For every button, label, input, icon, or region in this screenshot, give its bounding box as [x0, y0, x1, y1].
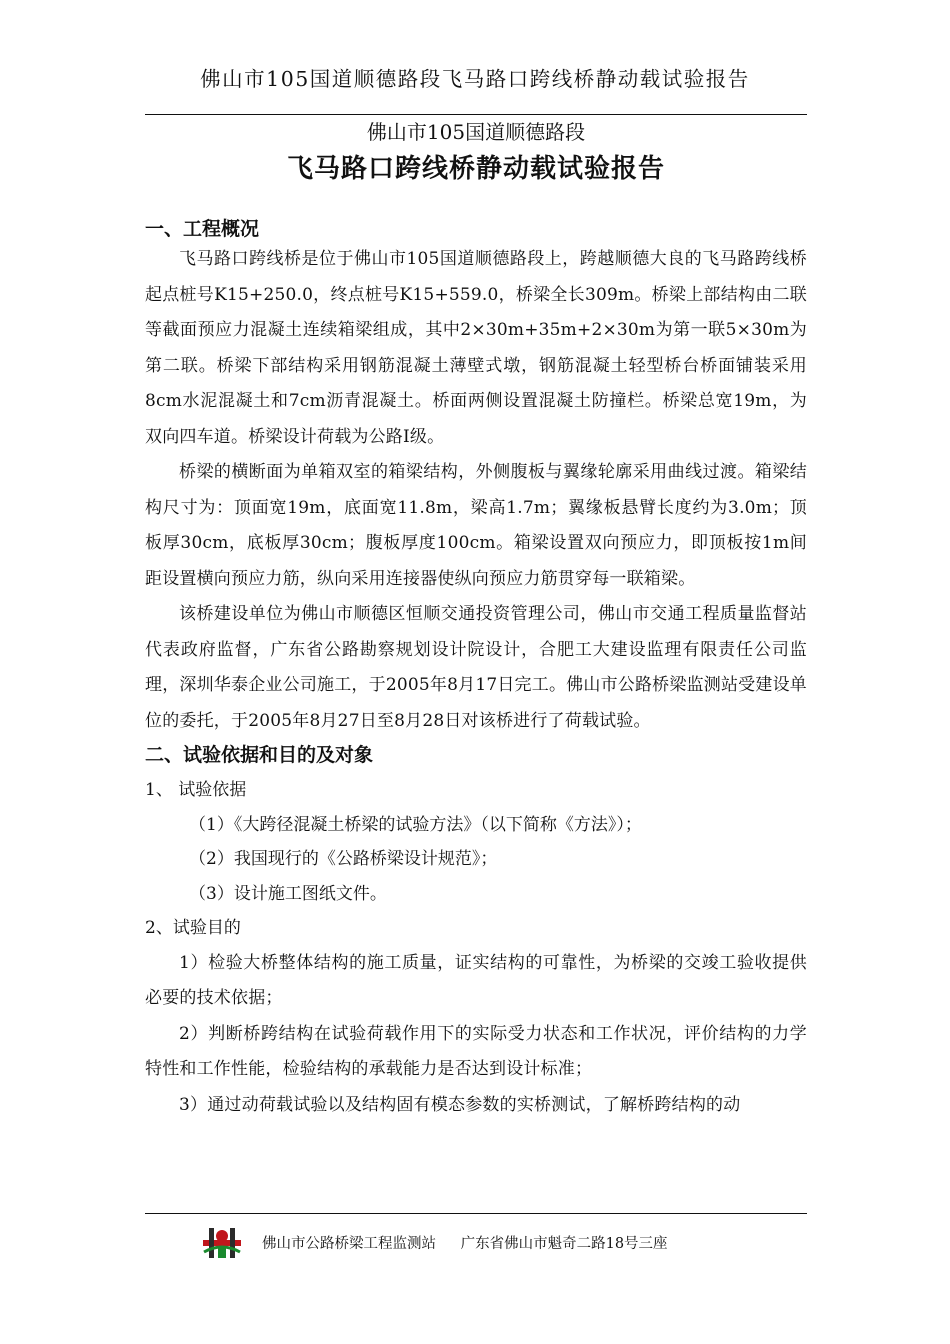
bridge-station-logo-icon	[200, 1222, 244, 1262]
list-item: （1）《大跨径混凝土桥梁的试验方法》（以下简称《方法》）；	[189, 814, 642, 835]
footer-text	[262, 1232, 688, 1253]
paragraph: 桥梁的横断面为单箱双室的箱梁结构，外侧腹板与翼缘轮廓采用曲线过渡。箱梁结构尺寸为：顶面宽19m，底面宽11.8m，梁高1.7m；翼缘板悬臂长度约为3.0m；顶板厚30cm，底板厚30cm；腹板厚度100cm。箱梁设置双向预应力，即顶板按1m间距设置横向预应力筋，纵向采用连接器使纵向预应力筋贯穿每一联箱梁。	[145, 462, 807, 589]
list-item: 2）判断桥跨结构在试验荷载作用下的实际受力状态和工作状况，评价结构的力学特性和工作性能，检验结构的承载能力是否达到设计标准；	[145, 1023, 807, 1079]
list-item: （3）设计施工图纸文件。	[189, 883, 387, 904]
list-item: （2）我国现行的《公路桥梁设计规范》；	[189, 849, 498, 869]
document-subtitle: 佛山市105国道顺德路段	[366, 120, 586, 144]
subsection-heading-purpose: 2、试验目的	[145, 918, 241, 938]
section-heading-overview: 一、工程概况	[145, 218, 260, 240]
page-footer	[200, 1222, 688, 1262]
paragraph: 该桥建设单位为佛山市顺德区恒顺交通投资管理公司，佛山市交通工程质量监督站代表政府监督，广东省公路勘察规划设计院设计，合肥工大建设监理有限责任公司监理，深圳华泰企业公司施工，于2005年8月17日完工。佛山市公路桥梁监测站受建设单位的委托，于2005年8月27日至8月28日对该桥进行了荷载试验。	[145, 604, 807, 731]
footer-organization: 佛山市公路桥梁工程监测站	[262, 1235, 436, 1252]
subsection-heading-basis: 1、 试验依据	[145, 780, 247, 800]
document-title: 飞马路口跨线桥静动载试验报告	[286, 154, 665, 184]
footer-rule	[145, 1213, 807, 1214]
paragraph: 飞马路口跨线桥是位于佛山市105国道顺德路段上，跨越顺德大良的飞马路跨线桥起点桩号K15+250.0，终点桩号K15+559.0，桥梁全长309m。桥梁上部结构由二联等截面预应力混凝土连续箱梁组成，其中2×30m+35m+2×30m为第一联5×30m为第二联。桥梁下部结构采用钢筋混凝土薄壁式墩，钢筋混凝土轻型桥台桥面铺装采用8cm水泥混凝土和7cm沥青混凝土。桥面两侧设置混凝土防撞栏。桥梁总宽19m，为双向四车道。桥梁设计荷载为公路I级。	[145, 249, 807, 447]
header-rule	[145, 114, 807, 115]
footer-address: 广东省佛山市魁奇二路18号三座	[460, 1235, 668, 1252]
running-header: 佛山市105国道顺德路段飞马路口跨线桥静动载试验报告	[200, 67, 750, 91]
list-item: 3）通过动荷载试验以及结构固有模态参数的实桥测试，了解桥跨结构的动	[179, 1094, 741, 1115]
list-item: 1）检验大桥整体结构的施工质量，证实结构的可靠性，为桥梁的交竣工验收提供必要的技术依据；	[145, 952, 807, 1008]
document-body	[145, 216, 807, 1123]
section-heading-basis: 二、试验依据和目的及对象	[145, 744, 374, 766]
